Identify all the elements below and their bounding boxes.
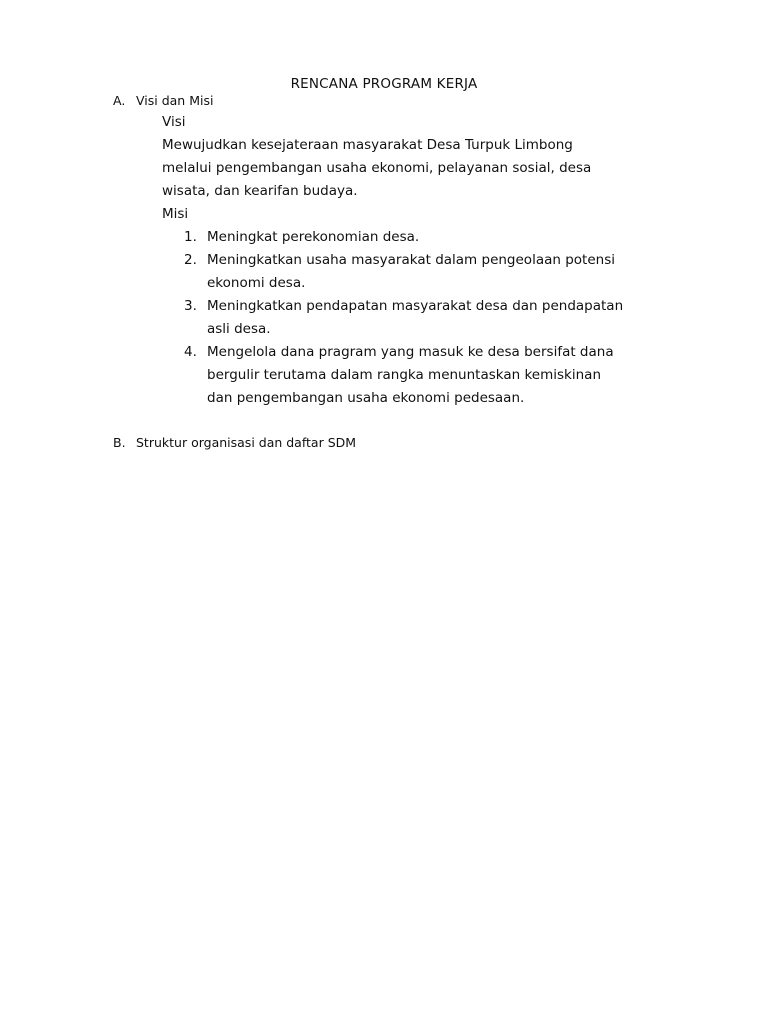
misi-item-line: Mengelola dana pragram yang masuk ke desa bersifat dana: [207, 344, 614, 360]
misi-item-line: bergulir terutama dalam rangka menuntaskan kemiskinan: [207, 367, 601, 383]
misi-item-line: Meningkat perekonomian desa.: [207, 229, 420, 245]
misi-item-1: [162, 226, 682, 249]
section-b-heading-text: Struktur organisasi dan daftar SDM: [136, 435, 357, 450]
misi-list: [162, 226, 682, 410]
visi-label: Visi: [162, 114, 186, 130]
misi-item-4: [162, 341, 682, 410]
section-b-heading: [113, 435, 356, 450]
section-a-heading: [113, 93, 213, 108]
document-title: RENCANA PROGRAM KERJA: [290, 76, 478, 92]
misi-item-number: 3.: [184, 298, 197, 314]
misi-item-number: 4.: [184, 344, 197, 360]
visi-line-2: melalui pengembangan usaha ekonomi, pelayanan sosial, desa: [162, 160, 592, 176]
misi-item-line: Meningkatkan pendapatan masyarakat desa dan pendapatan: [207, 298, 624, 314]
section-a-body: [162, 111, 682, 410]
visi-line-3: wisata, dan kearifan budaya.: [162, 183, 358, 199]
misi-item-line: asli desa.: [207, 321, 271, 337]
visi-line-1: Mewujudkan kesejateraan masyarakat Desa Turpuk Limbong: [162, 137, 573, 153]
misi-item-3: [162, 295, 682, 341]
misi-item-line: Meningkatkan usaha masyarakat dalam pengeolaan potensi: [207, 252, 615, 268]
misi-item-line: dan pengembangan usaha ekonomi pedesaan.: [207, 390, 525, 406]
misi-item-2: [162, 249, 682, 295]
misi-item-line: ekonomi desa.: [207, 275, 306, 291]
misi-item-number: 1.: [184, 229, 197, 245]
section-b-letter: B.: [113, 435, 126, 450]
section-a-letter: A.: [113, 93, 126, 108]
misi-item-number: 2.: [184, 252, 197, 268]
misi-label: Misi: [162, 206, 189, 222]
section-a-heading-text: Visi dan Misi: [136, 93, 214, 108]
